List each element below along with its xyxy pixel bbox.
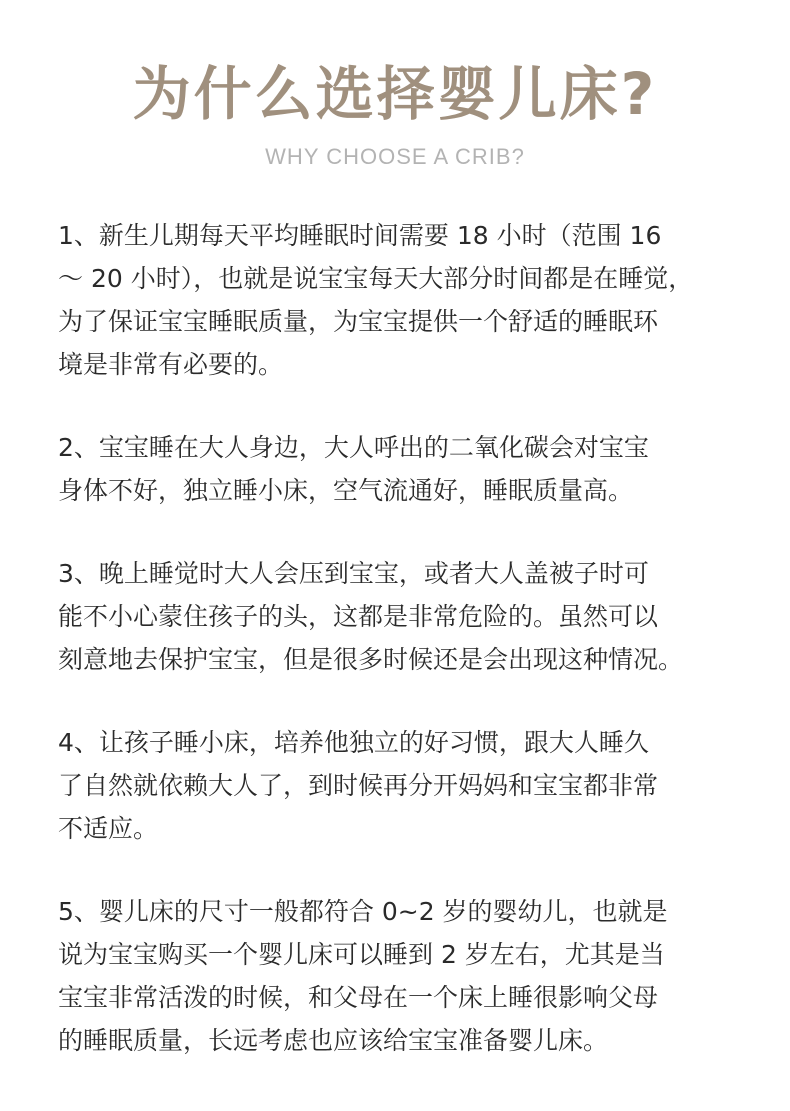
page-subtitle: WHY CHOOSE A CRIB? [265, 144, 525, 169]
paragraph-1: 1、新生儿期每天平均睡眠时间需要 18 小时（范围 16 ～ 20 小时），也就是说宝宝每天大部分时间都是在睡觉， 为了保证宝宝睡眠质量，为宝宝提供一个舒适的睡眠环 境是非常有必要的。 [58, 221, 694, 379]
content-body [58, 214, 732, 1062]
paragraph-4: 4、让孩子睡小床，培养他独立的好习惯，跟大人睡久 了自然就依赖大人了，到时候再分开妈妈和宝宝都非常 不适应。 [58, 728, 659, 843]
paragraph-5: 5、婴儿床的尺寸一般都符合 0~2 岁的婴幼儿，也就是 说为宝宝购买一个婴儿床可以睡到 2 岁左右，尤其是当 宝宝非常活泼的时候，和父母在一个床上睡很影响父母 的睡眠质量，长远考虑也应该给宝宝准备婴儿床。 [58, 897, 668, 1055]
page-title: 为什么选择婴儿床? [132, 60, 658, 128]
paragraph-2: 2、宝宝睡在大人身边，大人呼出的二氧化碳会对宝宝 身体不好，独立睡小床，空气流通好，睡眠质量高。 [58, 433, 649, 505]
paragraph-3: 3、晚上睡觉时大人会压到宝宝，或者大人盖被子时可 能不小心蒙住孩子的头，这都是非常危险的。虽然可以 刻意地去保护宝宝，但是很多时候还是会出现这种情况。 [58, 559, 684, 674]
